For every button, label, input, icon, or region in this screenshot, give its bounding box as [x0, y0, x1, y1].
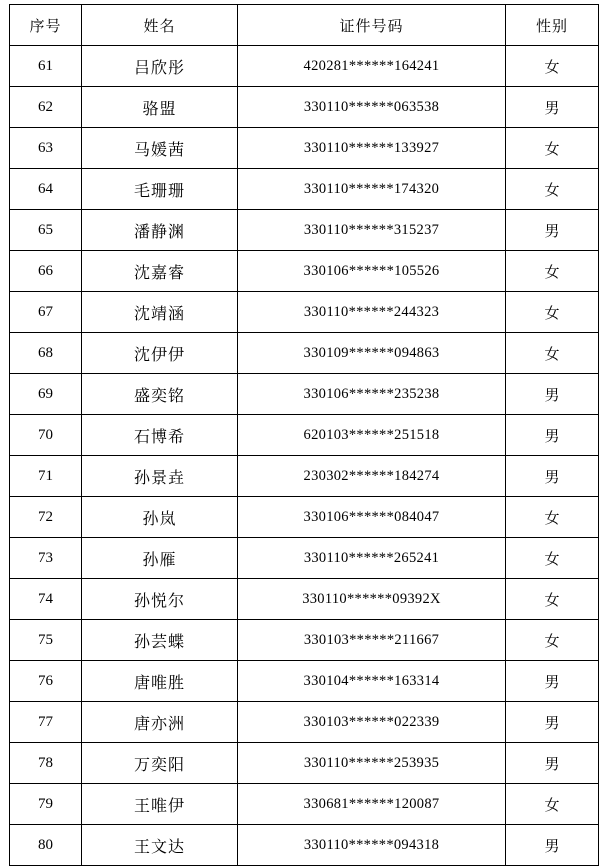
- document-page: [0, 4, 606, 857]
- cell-id: 230302******184274: [238, 456, 506, 497]
- cell-id: 330106******105526: [238, 251, 506, 292]
- table-row: [10, 579, 599, 620]
- cell-name: 马媛茜: [82, 128, 238, 169]
- table-row: [10, 292, 599, 333]
- table-row: [10, 456, 599, 497]
- cell-index: 66: [10, 251, 82, 292]
- cell-sex: 女: [506, 620, 599, 661]
- table-header: [10, 5, 599, 46]
- cell-id: 330103******022339: [238, 702, 506, 743]
- cell-index: 67: [10, 292, 82, 333]
- cell-index: 65: [10, 210, 82, 251]
- cell-index: 68: [10, 333, 82, 374]
- cell-index: 71: [10, 456, 82, 497]
- cell-id: 330106******084047: [238, 497, 506, 538]
- table-row: [10, 251, 599, 292]
- cell-name: 孙景垚: [82, 456, 238, 497]
- table-row: [10, 661, 599, 702]
- cell-id: 330109******094863: [238, 333, 506, 374]
- cell-sex: 女: [506, 46, 599, 87]
- cell-id: 330681******120087: [238, 784, 506, 825]
- cell-name: 吕欣彤: [82, 46, 238, 87]
- cell-name: 毛珊珊: [82, 169, 238, 210]
- table-row: [10, 784, 599, 825]
- cell-sex: 男: [506, 743, 599, 784]
- cell-name: 骆盟: [82, 87, 238, 128]
- cell-sex: 女: [506, 169, 599, 210]
- table-header-row: [10, 5, 599, 46]
- table-row: [10, 538, 599, 579]
- cell-name: 孙岚: [82, 497, 238, 538]
- cell-id: 330110******315237: [238, 210, 506, 251]
- cell-index: 72: [10, 497, 82, 538]
- cell-id: 620103******251518: [238, 415, 506, 456]
- table-row: [10, 702, 599, 743]
- cell-id: 330110******174320: [238, 169, 506, 210]
- column-header-index: 序号: [10, 5, 82, 46]
- roster-table: [9, 4, 599, 866]
- cell-sex: 女: [506, 538, 599, 579]
- cell-sex: 男: [506, 456, 599, 497]
- table-row: [10, 333, 599, 374]
- cell-index: 79: [10, 784, 82, 825]
- table-row: [10, 46, 599, 87]
- cell-sex: 男: [506, 415, 599, 456]
- cell-id: 330110******09392X: [238, 579, 506, 620]
- cell-name: 潘静渊: [82, 210, 238, 251]
- cell-sex: 男: [506, 210, 599, 251]
- cell-name: 沈靖涵: [82, 292, 238, 333]
- table-row: [10, 210, 599, 251]
- cell-sex: 女: [506, 251, 599, 292]
- cell-sex: 女: [506, 579, 599, 620]
- cell-id: 330110******265241: [238, 538, 506, 579]
- cell-id: 420281******164241: [238, 46, 506, 87]
- cell-sex: 男: [506, 702, 599, 743]
- cell-index: 63: [10, 128, 82, 169]
- cell-name: 沈嘉睿: [82, 251, 238, 292]
- cell-sex: 男: [506, 374, 599, 415]
- table-row: [10, 169, 599, 210]
- cell-sex: 女: [506, 333, 599, 374]
- cell-sex: 女: [506, 784, 599, 825]
- cell-name: 王文达: [82, 825, 238, 866]
- table-body: [10, 46, 599, 866]
- table-row: [10, 87, 599, 128]
- table-row: [10, 620, 599, 661]
- cell-name: 孙悦尔: [82, 579, 238, 620]
- cell-name: 沈伊伊: [82, 333, 238, 374]
- cell-id: 330103******211667: [238, 620, 506, 661]
- table-row: [10, 825, 599, 866]
- cell-index: 78: [10, 743, 82, 784]
- column-header-name: 姓名: [82, 5, 238, 46]
- cell-index: 69: [10, 374, 82, 415]
- cell-index: 80: [10, 825, 82, 866]
- cell-index: 74: [10, 579, 82, 620]
- column-header-sex: 性别: [506, 5, 599, 46]
- cell-id: 330104******163314: [238, 661, 506, 702]
- cell-index: 64: [10, 169, 82, 210]
- table-row: [10, 415, 599, 456]
- column-header-id: 证件号码: [238, 5, 506, 46]
- cell-name: 唐唯胜: [82, 661, 238, 702]
- table-row: [10, 374, 599, 415]
- cell-index: 62: [10, 87, 82, 128]
- cell-index: 75: [10, 620, 82, 661]
- cell-sex: 男: [506, 661, 599, 702]
- cell-name: 孙雁: [82, 538, 238, 579]
- cell-sex: 女: [506, 128, 599, 169]
- cell-sex: 男: [506, 87, 599, 128]
- cell-name: 万奕阳: [82, 743, 238, 784]
- cell-index: 61: [10, 46, 82, 87]
- cell-name: 石博希: [82, 415, 238, 456]
- cell-name: 盛奕铭: [82, 374, 238, 415]
- cell-name: 孙芸蝶: [82, 620, 238, 661]
- cell-index: 73: [10, 538, 82, 579]
- cell-sex: 女: [506, 497, 599, 538]
- cell-index: 77: [10, 702, 82, 743]
- cell-id: 330106******235238: [238, 374, 506, 415]
- table-row: [10, 497, 599, 538]
- table-row: [10, 743, 599, 784]
- cell-index: 70: [10, 415, 82, 456]
- cell-id: 330110******253935: [238, 743, 506, 784]
- cell-id: 330110******063538: [238, 87, 506, 128]
- cell-id: 330110******244323: [238, 292, 506, 333]
- cell-name: 王唯伊: [82, 784, 238, 825]
- cell-sex: 女: [506, 292, 599, 333]
- cell-index: 76: [10, 661, 82, 702]
- cell-id: 330110******094318: [238, 825, 506, 866]
- cell-id: 330110******133927: [238, 128, 506, 169]
- table-row: [10, 128, 599, 169]
- cell-name: 唐亦洲: [82, 702, 238, 743]
- cell-sex: 男: [506, 825, 599, 866]
